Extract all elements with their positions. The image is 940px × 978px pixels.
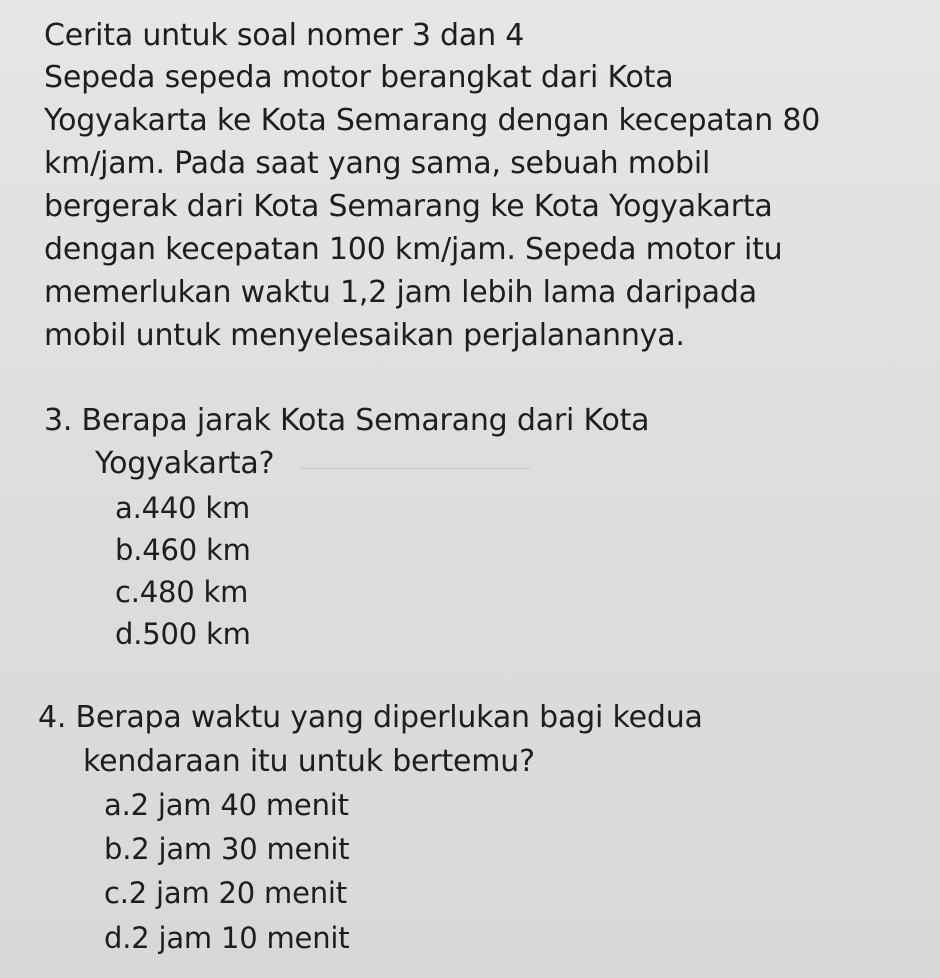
divider xyxy=(300,468,530,469)
story-line: bergerak dari Kota Semarang ke Kota Yogyakarta xyxy=(44,189,773,224)
story-line: Yogyakarta ke Kota Semarang dengan kecepatan 80 xyxy=(44,103,821,138)
question-4-option-c: c.2 jam 20 menit xyxy=(104,876,347,910)
story-line: memerlukan waktu 1,2 jam lebih lama daripada xyxy=(44,275,757,310)
story-line: dengan kecepatan 100 km/jam. Sepeda motor itu xyxy=(44,232,783,267)
question-3-option-d: d.500 km xyxy=(115,617,251,651)
question-3-option-c: c.480 km xyxy=(115,575,249,609)
question-3-option-b: b.460 km xyxy=(115,533,251,567)
question-3-text: 3. Berapa jarak Kota Semarang dari Kota xyxy=(44,403,650,438)
question-4-option-b: b.2 jam 30 menit xyxy=(104,832,350,866)
question-3-option-a: a.440 km xyxy=(115,491,251,525)
story-heading: Cerita untuk soal nomer 3 dan 4 xyxy=(44,18,525,53)
question-3-text: Yogyakarta? xyxy=(95,446,275,481)
story-line: Sepeda sepeda motor berangkat dari Kota xyxy=(44,60,674,95)
story-line: mobil untuk menyelesaikan perjalanannya. xyxy=(44,318,685,353)
question-4-text: 4. Berapa waktu yang diperlukan bagi kedua xyxy=(38,700,703,735)
story-line: km/jam. Pada saat yang sama, sebuah mobil xyxy=(44,146,711,181)
question-4-option-d: d.2 jam 10 menit xyxy=(104,921,350,955)
question-4-text: kendaraan itu untuk bertemu? xyxy=(83,744,535,779)
question-4-option-a: a.2 jam 40 menit xyxy=(104,788,349,822)
